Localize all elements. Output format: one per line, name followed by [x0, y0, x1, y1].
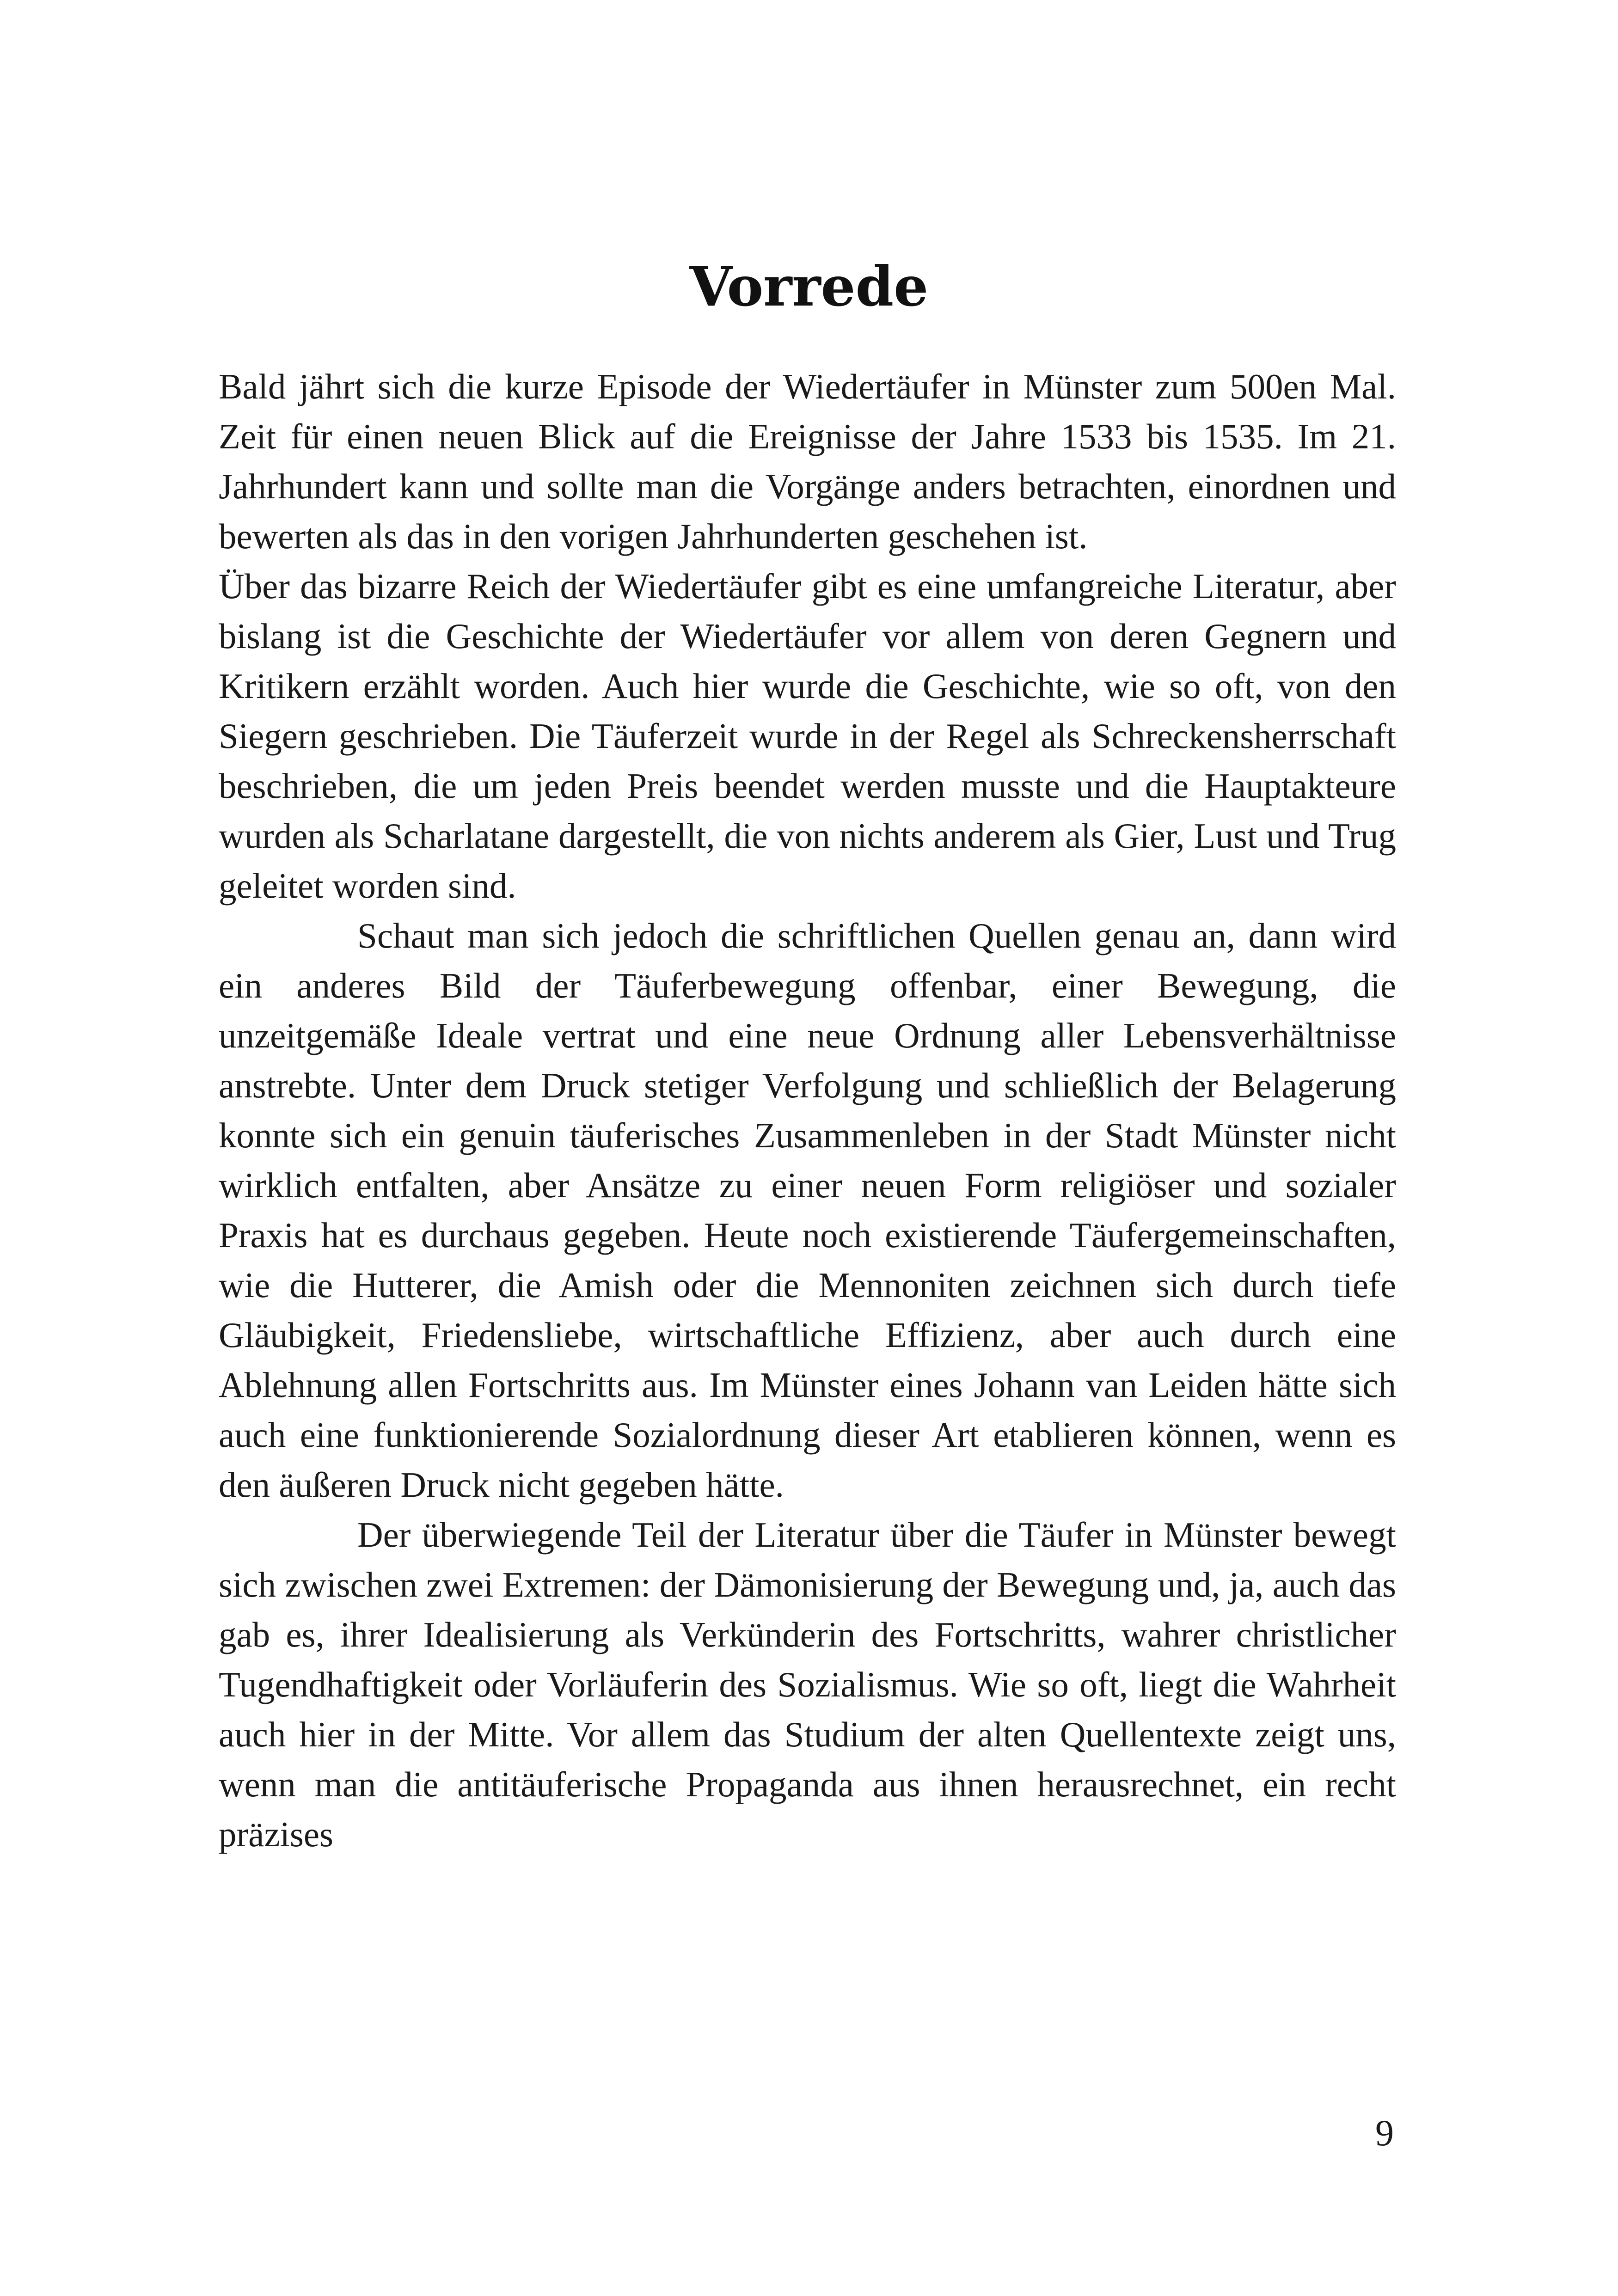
- paragraph-2: Über das bizarre Reich der Wiedertäufer gibt es eine umfangreiche Literatur, aber bislang ist die Geschichte der Wiedertäufer vor allem von deren Gegnern und Kritikern erzählt worden. Auch hier wurde die Geschichte, wie so oft, von den Siegern geschrieben. Die Täuferzeit wurde in der Regel als Schreckensherrschaft beschrieben, die um jeden Preis beendet werden musste und die Hauptakteure wurden als Scharlatane dargestellt, die von nichts anderem als Gier, Lust und Trug geleitet worden sind.: [219, 566, 1396, 906]
- page-number: 9: [1375, 2113, 1394, 2154]
- body-text: [219, 361, 1396, 1859]
- paragraph-3: Schaut man sich jedoch die schriftlichen Quellen genau an, dann wird ein anderes Bild der Täuferbewegung offenbar, einer Bewegung, die unzeitgemäße Ideale vertrat und eine neue Ordnung aller Lebensverhältnisse anstrebte. Unter dem Druck stetiger Verfolgung und schließlich der Belagerung konnte sich ein genuin täuferisches Zusammenleben in der Stadt Münster nicht wirklich entfalten, aber Ansätze zu einer neuen Form religiöser und sozialer Praxis hat es durchaus gegeben. Heute noch existierende Täufergemeinschaften, wie die Hutterer, die Amish oder die Mennoniten zeichnen sich durch tiefe Gläubigkeit, Friedensliebe, wirtschaftliche Effizienz, aber auch durch eine Ablehnung allen Fortschritts aus. Im Münster eines Johann van Leiden hätte sich auch eine funktionierende Sozialordnung dieser Art etablieren können, wenn es den äußeren Druck nicht gegeben hätte.: [219, 916, 1396, 1505]
- paragraph-1: Bald jährt sich die kurze Episode der Wiedertäufer in Münster zum 500en Mal. Zeit für einen neuen Blick auf die Ereignisse der Jahre 1533 bis 1535. Im 21. Jahrhundert kann und sollte man die Vorgänge anders betrachten, einordnen und bewerten als das in den vorigen Jahrhunderten geschehen ist.: [219, 367, 1396, 556]
- chapter-title: Vorrede: [689, 254, 929, 318]
- paragraph-4: Der überwiegende Teil der Literatur über die Täufer in Münster bewegt sich zwischen zwei Extremen: der Dämonisierung der Bewegung und, ja, auch das gab es, ihrer Idealisierung als Verkünderin des Fortschritts, wahrer christlicher Tugendhaftigkeit oder Vorläuferin des Sozialismus. Wie so oft, liegt die Wahrheit auch hier in der Mitte. Vor allem das Studium der alten Quellentexte zeigt uns, wenn man die antitäuferische Propaganda aus ihnen herausrechnet, ein recht präzises: [219, 1515, 1396, 1854]
